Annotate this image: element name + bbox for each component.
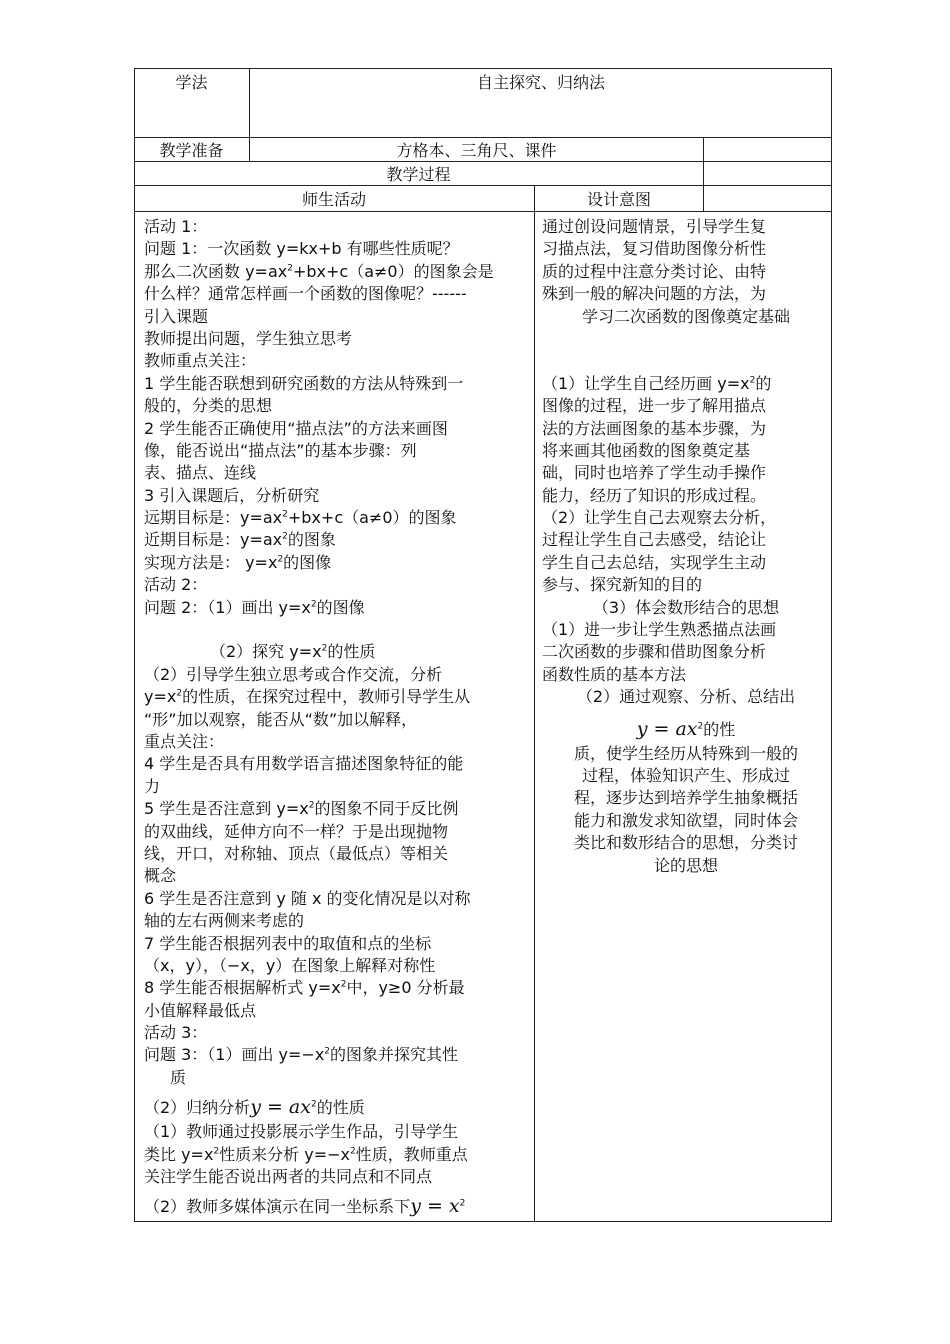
intent-line: （3）体会数形结合的思想	[592, 597, 780, 617]
table-rule	[703, 137, 704, 211]
table-rule	[134, 211, 832, 212]
focus-point-1-cont: 般的，分类的思想	[144, 396, 273, 416]
question-1-line-3: 什么样？通常怎样画一个函数的图像呢？------	[144, 284, 467, 304]
intent-line: 类比和数形结合的思想，分类讨	[573, 833, 798, 853]
focus-point-5-cont: 线，开口，对称轴、顶点（最低点）等相关	[144, 843, 449, 863]
activity-column-header: 师生活动	[301, 190, 366, 209]
implementation-method: 实现方法是： $y=x^2$的图像	[144, 552, 332, 572]
process-header: 教学过程	[386, 165, 451, 184]
prep-label: 教学准备	[159, 141, 224, 160]
focus-point-3: 3 引入课题后，分析研究	[144, 485, 320, 505]
focus-point-2: 2 学生能否正确使用“描点法”的方法来画图	[144, 418, 448, 438]
question-1-line-2: 那么二次函数 $y=ax^2+bx+c(a\ne 0)$的图象会是	[144, 261, 494, 281]
intent-line: 法的方法画图象的基本步骤，为	[542, 418, 767, 438]
question-2-part-2: （2）探究 $y=x^2$的性质	[210, 642, 376, 662]
intent-line: 殊到一般的解决问题的方法，为	[542, 284, 767, 304]
intent-line: （2）通过观察、分析、总结出	[576, 687, 796, 707]
spacer	[542, 350, 830, 372]
table-rule	[534, 185, 535, 1222]
review-line-2: 类比 $y=x^2$性质来分析 $y=-x^2$性质，教师重点	[144, 1144, 468, 1164]
intent-line: （1）进一步让学生熟悉描点法画	[542, 620, 777, 640]
focus-point-6: 6 学生是否注意到 y 随 x 的变化情况是以对称	[144, 888, 471, 908]
review-line-4: （2）教师多媒体演示在同一坐标系下$y = x^2$	[144, 1195, 466, 1218]
design-intent	[542, 216, 830, 877]
activity-2-title: 活动 2：	[144, 575, 208, 595]
intent-line: 程，逐步达到培养学生抽象概括	[573, 788, 798, 808]
question-1-line-4: 引入课题	[144, 306, 209, 326]
intent-line: 参与、探究新知的目的	[542, 575, 703, 595]
teacher-student-activities	[144, 216, 532, 1220]
intent-formula-line: $y = ax^2$的性	[636, 717, 736, 740]
guide-line-4: 重点关注：	[144, 731, 225, 751]
method-label: 学法	[175, 73, 208, 92]
question-3-part-2: （2）归纳分析$y = ax^2$的性质	[144, 1096, 365, 1119]
spacer	[144, 619, 532, 641]
focus-point-7-cont: （x，y），（−x，y）在图象上解释对称性	[144, 955, 436, 975]
spacer	[542, 328, 830, 350]
guide-line-2: $y=x^2$的性质，在探究过程中，教师引导学生从	[144, 687, 471, 707]
focus-point-7: 7 学生能否根据列表中的取值和点的坐标	[144, 933, 432, 953]
teacher-note: 教师提出问题，学生独立思考	[144, 328, 353, 348]
method-value: 自主探究、归纳法	[476, 73, 605, 92]
table-rule	[134, 137, 832, 138]
focus-point-8-cont: 小值解释最低点	[144, 1000, 257, 1020]
question-1: 问题 1：一次函数 y=kx+b 有哪些性质呢？	[144, 239, 459, 259]
intent-line: 函数性质的基本方法	[542, 664, 687, 684]
focus-title: 教师重点关注：	[144, 351, 257, 371]
focus-point-8: 8 学生能否根据解析式 $y=x^2$中，y≥0 分析最	[144, 978, 465, 998]
review-line-1: （1）教师通过投影展示学生作品，引导学生	[144, 1122, 459, 1142]
intent-line: 学生自己去总结，实现学生主动	[542, 552, 767, 572]
intent-line: 过程让学生自己去感受，结论让	[542, 530, 767, 550]
intent-line: 图像的过程，进一步了解用描点	[542, 396, 767, 416]
prep-value: 方格本、三角尺、课件	[396, 141, 557, 160]
intent-column-header: 设计意图	[586, 190, 651, 209]
intent-line: 质的过程中注意分类讨论、由特	[542, 261, 767, 281]
long-term-goal: 远期目标是：$y=ax^2+bx+c(a\ne 0)$的图象	[144, 508, 457, 528]
focus-point-5: 5 学生是否注意到 $y=x^2$的图象不同于反比例	[144, 799, 459, 819]
intent-line: 础，同时也培养了学生动手操作	[542, 463, 767, 483]
intent-line: 过程，体验知识产生、形成过	[581, 765, 790, 785]
intent-line: 二次函数的步骤和借助图象分析	[542, 642, 767, 662]
focus-point-4-cont: 力	[144, 776, 161, 796]
near-term-goal: 近期目标是：$y=ax^2$的图象	[144, 530, 336, 550]
guide-line-3: “形”加以观察，能否从“数”加以解释，	[144, 709, 418, 729]
intent-line: 质，使学生经历从特殊到一般的	[573, 743, 798, 763]
focus-point-5-cont: 概念	[144, 866, 177, 886]
question-3-cont: 质	[170, 1067, 187, 1087]
activity-3-title: 活动 3：	[144, 1023, 208, 1043]
intent-line: （1）让学生自己经历画 $y=x^2$的	[542, 373, 772, 393]
focus-point-6-cont: 轴的左右两侧来考虑的	[144, 911, 305, 931]
intent-line: 能力和激发求知欲望，同时体会	[573, 810, 798, 830]
focus-point-4: 4 学生是否具有用数学语言描述图象特征的能	[144, 754, 464, 774]
intent-line: 论的思想	[653, 855, 718, 875]
guide-line-1: （2）引导学生独立思考或合作交流，分析	[144, 664, 443, 684]
focus-point-2-cont: 像，能否说出“描点法”的基本步骤：列	[144, 440, 417, 460]
intent-line: 通过创设问题情景，引导学生复	[542, 217, 767, 236]
focus-point-5-cont: 的双曲线，延伸方向不一样？于是出现抛物	[144, 821, 449, 841]
question-2: 问题 2：（1）画出 $y=x^2$的图像	[144, 597, 365, 617]
intent-line: （2）让学生自己去观察去分析，	[542, 508, 777, 528]
intent-line: 习描点法，复习借助图像分析性	[542, 239, 767, 259]
intent-line: 将来画其他函数的图象奠定基	[542, 440, 751, 460]
focus-point-1: 1 学生能否联想到研究函数的方法从特殊到一	[144, 373, 464, 393]
intent-line: 学习二次函数的图像奠定基础	[581, 306, 790, 326]
focus-point-2-cont: 表、描点、连线	[144, 463, 257, 483]
intent-line: 能力，经历了知识的形成过程。	[542, 485, 767, 505]
review-line-3: 关注学生能否说出两者的共同点和不同点	[144, 1167, 433, 1187]
question-3: 问题 3：（1）画出 $y=-x^2$的图象并探究其性	[144, 1045, 459, 1065]
activity-1-title: 活动 1：	[144, 217, 208, 236]
